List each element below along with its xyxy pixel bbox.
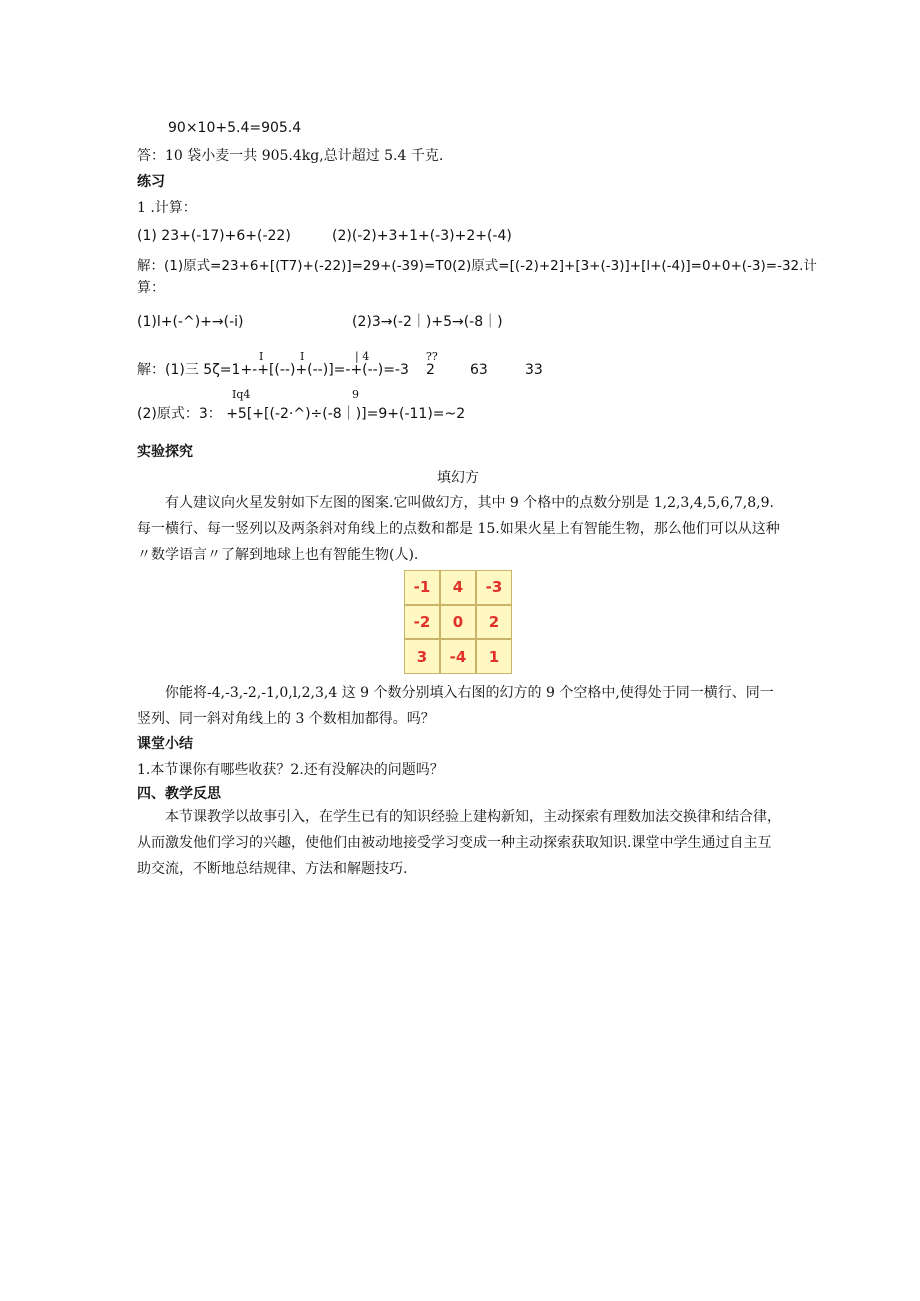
calc-line: 90×10+5.4=905.4 bbox=[168, 120, 302, 136]
magic-square-title: 填幻方 bbox=[437, 470, 479, 486]
question-1-intro: 1 .计算： bbox=[137, 200, 197, 216]
question-2b: (2)3→(-2｜)+5→(-8｜) bbox=[352, 314, 503, 330]
magic-square bbox=[404, 570, 512, 674]
solution-2-num-1: 2 bbox=[426, 362, 435, 378]
magic-square-paragraph: 有人建议向火星发射如下左图的图案.它叫做幻方，其中 9 个格中的点数分别是 1,2,3,4,5,6,7,8,9.每一横行、每一竖列以及两条斜对角线上的点数和都是 15.如果火星上有智能生物，那么他们可以从这种〃数学语言〃了解到地球上也有智能生物(人). bbox=[137, 495, 780, 563]
magic-cell: -3 bbox=[477, 571, 511, 604]
question-2a: (1)l+(-^)+→(-i) bbox=[137, 314, 244, 330]
magic-cell: -1 bbox=[405, 571, 439, 604]
explore-heading: 实验探究 bbox=[137, 444, 193, 460]
magic-cell: -2 bbox=[405, 606, 439, 639]
reflection-heading: 四、教学反思 bbox=[137, 786, 221, 802]
solution-2-num-3: 33 bbox=[525, 362, 543, 378]
solution-2-line2: (2)原式：3： +5[+[(-2·^)÷(-8｜)]=9+(-11)=~2 bbox=[137, 406, 466, 422]
question-1b: (2)(-2)+3+1+(-3)+2+(-4) bbox=[332, 228, 512, 244]
magic-cell: 0 bbox=[441, 606, 475, 639]
solution-2-line1: 解：(1)三 5ζ=1+-+[(--)+(--)]=-+(--)=-3 bbox=[137, 362, 409, 378]
answer-line: 答：10 袋小麦一共 905.4kg,总计超过 5.4 千克. bbox=[137, 148, 444, 164]
summary-heading: 课堂小结 bbox=[137, 736, 193, 752]
question-1a: (1) 23+(-17)+6+(-22) bbox=[137, 228, 291, 244]
magic-cell: 2 bbox=[477, 606, 511, 639]
fraction-top-6: 9 bbox=[352, 388, 359, 401]
practice-heading: 练习 bbox=[137, 174, 165, 190]
solution-1-line2: 算： bbox=[137, 280, 165, 296]
reflection-paragraph: 本节课教学以故事引入，在学生已有的知识经验上建构新知，主动探索有理数加法交换律和结合律，从而激发他们学习的兴趣，使他们由被动地接受学习变成一种主动探索获取知识.课堂中学生通过自主互助交流，不断地总结规律、方法和解题技巧. bbox=[137, 809, 781, 877]
fraction-top-2: I bbox=[300, 350, 305, 363]
magic-cell: -4 bbox=[441, 640, 475, 673]
magic-cell: 4 bbox=[441, 571, 475, 604]
solution-1-line1: 解：(1)原式=23+6+[(T7)+(-22)]=29+(-39)=T0(2)原式=[(-2)+2]+[3+(-3)]+[l+(-4)]=0+0+(-3)=-32.计 bbox=[137, 258, 817, 274]
magic-cell: 1 bbox=[477, 640, 511, 673]
fill-square-paragraph: 你能将-4,-3,-2,-1,0,l,2,3,4 这 9 个数分别填入右图的幻方的 9 个空格中,使得处于同一横行、同一竖列、同一斜对角线上的 3 个数相加都得。吗？ bbox=[137, 685, 774, 727]
magic-cell: 3 bbox=[405, 640, 439, 673]
fraction-top-5: Iq4 bbox=[232, 388, 251, 401]
fraction-top-4: ?? bbox=[426, 350, 438, 363]
solution-2-num-2: 63 bbox=[470, 362, 488, 378]
summary-text: 1.本节课你有哪些收获？2.还有没解决的问题吗？ bbox=[137, 762, 444, 778]
fraction-top-1: I bbox=[259, 350, 264, 363]
fraction-top-3: | 4 bbox=[355, 350, 370, 363]
